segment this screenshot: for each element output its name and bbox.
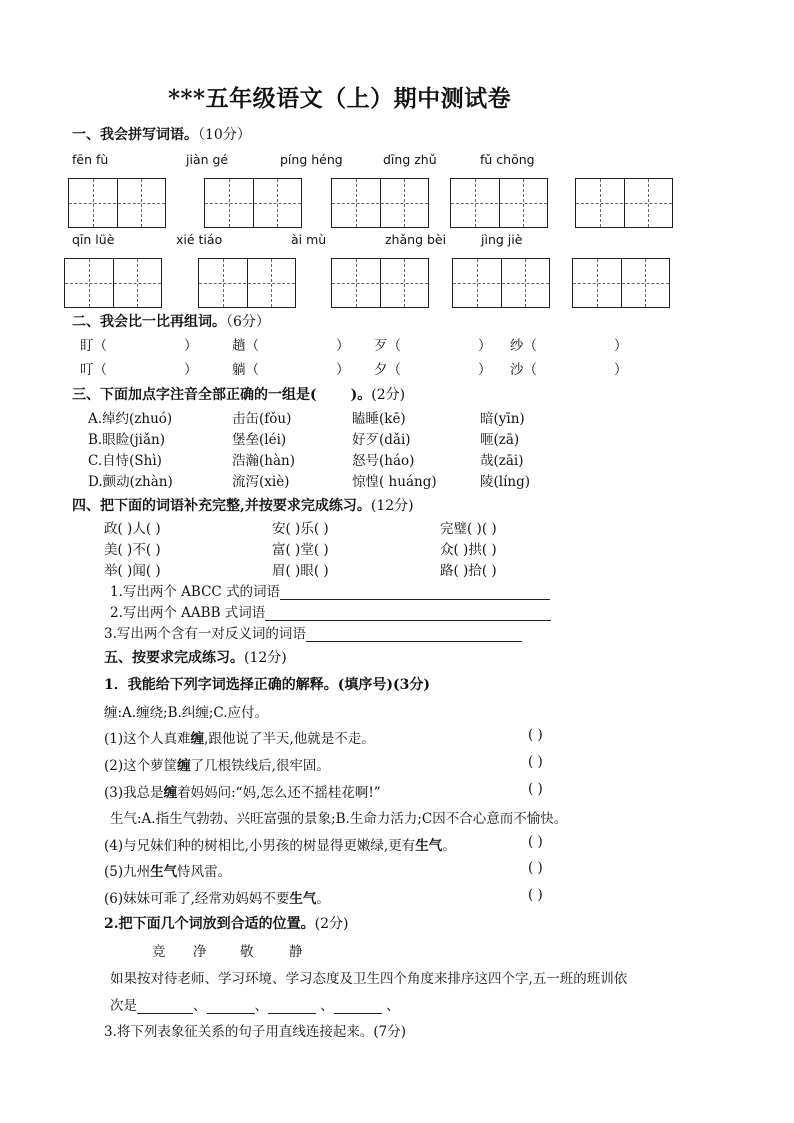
option-b-2: 堡垒(léi) — [232, 432, 287, 448]
item-text: 恃风雷。 — [177, 864, 232, 880]
pinyin-9: zhǎng bèi — [385, 232, 447, 247]
answer-paren[interactable]: ( ) — [528, 781, 543, 797]
chan-item-3 — [104, 781, 381, 801]
writing-box[interactable] — [204, 178, 302, 228]
part-2-score: (2分) — [314, 916, 349, 932]
compare-item: 趟（ — [232, 338, 259, 354]
compare-item: 沙（ — [510, 362, 537, 378]
answer-line[interactable] — [334, 1013, 382, 1014]
section-2-score: （6分） — [226, 314, 270, 330]
key-word: 生气 — [150, 864, 178, 880]
key-word: 生气 — [415, 838, 443, 854]
option-d-4: 陵(líng) — [480, 474, 531, 490]
key-word: 缠 — [190, 731, 205, 747]
option-d-2: 流泻(xiè) — [232, 474, 290, 490]
writing-box[interactable] — [331, 178, 429, 228]
section-5-title: 五、按要求完成练习。 — [104, 650, 244, 666]
antonym-question — [104, 622, 522, 642]
item-text: ,跟他说了半天,他就是不走。 — [204, 731, 375, 747]
answer-line[interactable] — [306, 641, 522, 642]
aabb-question — [110, 601, 551, 621]
option-d-3: 惊惶( huáng) — [352, 474, 437, 490]
compare-close: ） — [184, 362, 198, 378]
item-text: (3)我总是 — [104, 785, 164, 801]
pinyin-3: píng héng — [280, 152, 343, 167]
word-option: 竞 — [152, 944, 166, 960]
answer-paren[interactable]: ( ) — [528, 834, 543, 850]
pinyin-6: qīn lüè — [72, 232, 115, 247]
compare-item: 歹（ — [374, 338, 401, 354]
pinyin-2: jiàn gé — [186, 152, 229, 167]
compare-item: 躺（ — [232, 362, 259, 378]
answer-paren[interactable]: ( ) — [528, 887, 543, 903]
motto-answer — [110, 994, 400, 1014]
section-3-title-tail: )。 — [350, 387, 372, 403]
antonym-label: 3.写出两个含有一对反义词的词语 — [104, 626, 306, 642]
item-text: (2)这个萝筐 — [104, 758, 178, 774]
pinyin-7: xié tiáo — [176, 232, 223, 247]
compare-close: ） — [478, 362, 492, 378]
compare-item: 叮（ — [80, 362, 107, 378]
section-5-score: (12分) — [244, 650, 287, 666]
compare-close: ） — [336, 338, 350, 354]
answer-line[interactable] — [280, 599, 550, 600]
idiom-fill: 眉( )眼( ) — [272, 563, 329, 579]
compare-close: ） — [184, 338, 198, 354]
compare-item: 盯（ — [80, 338, 107, 354]
section-3-score: (2分) — [371, 387, 406, 403]
item-text: (1)这个人真难 — [104, 731, 191, 747]
aabb-label: 2.写出两个 AABB 式词语 — [110, 605, 266, 621]
answer-paren[interactable]: ( ) — [528, 754, 543, 770]
item-text: (4)与兄妹们种的树相比,小男孩的树显得更嫩绿,更有 — [104, 838, 416, 854]
option-d-1: D.颤动(zhàn) — [88, 474, 173, 490]
shengqi-item-4 — [104, 834, 456, 854]
separator: 、 — [254, 998, 268, 1014]
separator: 、 — [386, 998, 400, 1014]
word-option: 敬 — [240, 944, 254, 960]
chan-definition: 缠:A.缠绕;B.纠缠;C.应付。 — [104, 705, 269, 721]
key-word: 缠 — [177, 758, 191, 774]
part-2-title: 2.把下面几个词放到合适的位置。 — [104, 916, 315, 932]
shengqi-item-6 — [104, 887, 330, 907]
idiom-fill: 完璧( )( ) — [440, 521, 497, 537]
section-4-title: 四、把下面的词语补充完整,并按要求完成练习。 — [72, 498, 371, 514]
compare-close: ） — [614, 362, 628, 378]
pinyin-1: fēn fù — [72, 152, 109, 167]
compare-item: 纱（ — [510, 338, 537, 354]
section-3-title: 三、下面加点字注音全部正确的一组是( — [72, 387, 317, 403]
idiom-fill: 美( )不( ) — [104, 542, 161, 558]
part-3-heading: 3.将下列表象征关系的句子用直线连接起来。(7分) — [104, 1024, 407, 1040]
abcc-label: 1.写出两个 ABCC 式的词语 — [110, 584, 281, 600]
writing-box[interactable] — [452, 258, 550, 308]
chan-item-1 — [104, 727, 375, 747]
separator: 、 — [320, 998, 334, 1014]
section-1-title: 一、我会拼写词语。 — [72, 127, 198, 143]
shengqi-item-5 — [104, 860, 231, 880]
idiom-fill: 富( )堂( ) — [272, 542, 329, 558]
section-2-heading — [72, 311, 270, 331]
item-text: (5)九州 — [104, 864, 151, 880]
section-3-heading — [72, 384, 405, 404]
writing-box[interactable] — [572, 258, 670, 308]
pinyin-4: dīng zhǔ — [383, 152, 437, 167]
option-c-2: 浩瀚(hàn) — [232, 453, 295, 469]
item-text: 了几根铁线后,很牢固。 — [190, 758, 330, 774]
idiom-fill: 政( )人( ) — [104, 521, 161, 537]
chan-item-2 — [104, 754, 330, 774]
answer-line[interactable] — [137, 1013, 193, 1014]
writing-box[interactable] — [450, 178, 548, 228]
section-4-score: (12分) — [370, 498, 414, 514]
compare-close: ） — [478, 338, 492, 354]
part-1-heading: 1．我能给下列字词选择正确的解释。(填序号)(3分) — [104, 677, 430, 693]
option-b-4: 咂(zā) — [480, 432, 520, 448]
compare-item: 夕（ — [374, 362, 401, 378]
option-c-3: 怒号(háo) — [352, 453, 415, 469]
separator: 、 — [193, 998, 207, 1014]
writing-box[interactable] — [198, 258, 296, 308]
option-a-3: 瞌睡(kē) — [352, 411, 406, 427]
item-text: 。 — [442, 838, 456, 854]
answer-paren[interactable]: ( ) — [528, 860, 543, 876]
option-b-3: 好歹(dǎi) — [352, 432, 411, 448]
key-word: 缠 — [163, 785, 178, 801]
writing-box[interactable] — [331, 258, 429, 308]
idiom-fill: 举( )闻( ) — [104, 563, 161, 579]
motto-text: 如果按对待老师、学习环境、学习态度及卫生四个角度来排序这四个字,五一班的班训依 — [110, 971, 628, 987]
word-option: 静 — [289, 944, 303, 960]
section-4-heading — [72, 495, 414, 515]
compare-close: ） — [614, 338, 628, 354]
pinyin-8: ài mù — [291, 232, 327, 247]
option-b-1: B.眼睑(jiǎn) — [88, 432, 165, 448]
option-c-1: C.自恃(Shì) — [88, 453, 162, 469]
section-5-heading — [104, 647, 287, 667]
motto-label: 次是 — [110, 998, 137, 1014]
item-text: 。 — [316, 891, 330, 907]
part-2-heading — [104, 913, 348, 933]
page-title: ***五年级语文（上）期中测试卷 — [168, 85, 512, 112]
abcc-question — [110, 580, 550, 600]
section-2-title: 二、我会比一比再组词。 — [72, 314, 226, 330]
writing-box[interactable] — [575, 178, 673, 228]
item-text: (6)妹妹可乖了,经常劝妈妈不要 — [104, 891, 290, 907]
shengqi-definition: 生气:A.指生气勃勃、兴旺富强的景象;B.生命力活力;C因不合心意而不愉快。 — [110, 811, 568, 827]
option-a-2: 击缶(fǒu) — [232, 411, 292, 427]
idiom-fill: 安( )乐( ) — [272, 521, 329, 537]
answer-line[interactable] — [207, 1013, 255, 1014]
item-text: 着妈妈问:“妈,怎么还不摇桂花啊!” — [177, 785, 381, 801]
word-option: 净 — [193, 944, 207, 960]
answer-line[interactable] — [265, 620, 551, 621]
writing-box[interactable] — [68, 178, 166, 228]
compare-close: ） — [336, 362, 350, 378]
answer-paren[interactable]: ( ) — [528, 727, 543, 743]
idiom-fill: 众( )拱( ) — [440, 542, 497, 558]
option-c-4: 哉(zāi) — [480, 453, 524, 469]
option-a-1: A.绰约(zhuó) — [88, 411, 173, 427]
pinyin-10: jìng jiè — [481, 232, 523, 247]
key-word: 生气 — [289, 891, 317, 907]
answer-line[interactable] — [268, 1013, 316, 1014]
option-a-4: 暗(yīn) — [480, 411, 525, 427]
writing-box[interactable] — [64, 258, 162, 308]
pinyin-5: fǔ chōng — [480, 152, 535, 167]
section-1-heading — [72, 124, 251, 144]
idiom-fill: 路( )拾( ) — [440, 563, 497, 579]
section-1-score: （10分） — [198, 127, 251, 143]
